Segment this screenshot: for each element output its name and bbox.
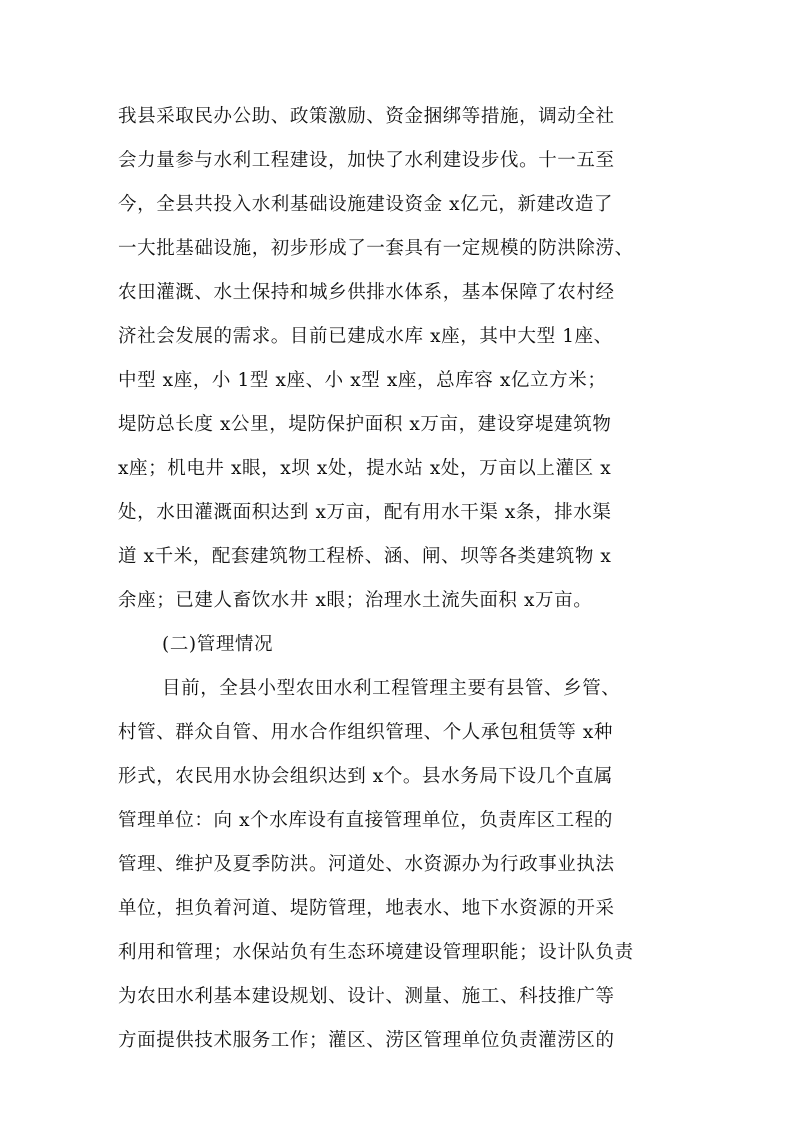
text-line-10: 处，水田灌溉面积达到 x万亩，配有用水干渠 x条，排水渠: [118, 502, 612, 523]
text-line-3: 今，全县共投入水利基础设施建设资金 x亿元，新建改造了: [118, 194, 614, 215]
text-line-12: 余座；已建人畜饮水井 x眼；治理水土流失面积 x万亩。: [118, 590, 593, 611]
text-line-21: 为农田水利基本建设规划、设计、测量、施工、科技推广等: [118, 986, 615, 1007]
text-line-8: 堤防总长度 x公里，堤防保护面积 x万亩，建设穿堤建筑物: [118, 414, 612, 435]
text-line-15: 村管、群众自管、用水合作组织管理、个人承包租赁等 x种: [118, 722, 614, 743]
text-line-6: 济社会发展的需求。目前已建成水库 x座，其中大型 1座、: [118, 326, 613, 347]
text-line-1: 我县采取民办公助、政策激励、资金捆绑等措施，调动全社: [118, 106, 615, 127]
text-line-22: 方面提供技术服务工作；灌区、涝区管理单位负责灌涝区的: [118, 1030, 615, 1051]
text-line-11: 道 x千米，配套建筑物工程桥、涵、闸、坝等各类建筑物 x: [118, 546, 612, 567]
text-line-14: 目前，全县小型农田水利工程管理主要有县管、乡管、: [162, 678, 621, 699]
text-line-2: 会力量参与水利工程建设，加快了水利建设步伐。十一五至: [118, 150, 615, 171]
text-line-5: 农田灌溉、水土保持和城乡供排水体系，基本保障了农村经: [118, 282, 615, 303]
text-line-20: 利用和管理；水保站负有生态环境建设管理职能；设计队负责: [118, 942, 634, 963]
section-heading: (二)管理情况: [162, 634, 274, 655]
text-line-9: x座；机电井 x眼，x坝 x处，提水站 x处，万亩以上灌区 x: [118, 458, 612, 479]
text-line-16: 形式，农民用水协会组织达到 x个。县水务局下设几个直属: [118, 766, 614, 787]
text-line-17: 管理单位：向 x个水库设有直接管理单位，负责库区工程的: [118, 810, 614, 831]
text-line-19: 单位，担负着河道、堤防管理，地表水、地下水资源的开采: [118, 898, 615, 919]
text-line-18: 管理、维护及夏季防洪。河道处、水资源办为行政事业执法: [118, 854, 615, 875]
text-line-4: 一大批基础设施，初步形成了一套具有一定规模的防洪除涝、: [118, 238, 634, 259]
text-line-7: 中型 x座，小 1型 x座、小 x型 x座，总库容 x亿立方米；: [118, 370, 607, 391]
